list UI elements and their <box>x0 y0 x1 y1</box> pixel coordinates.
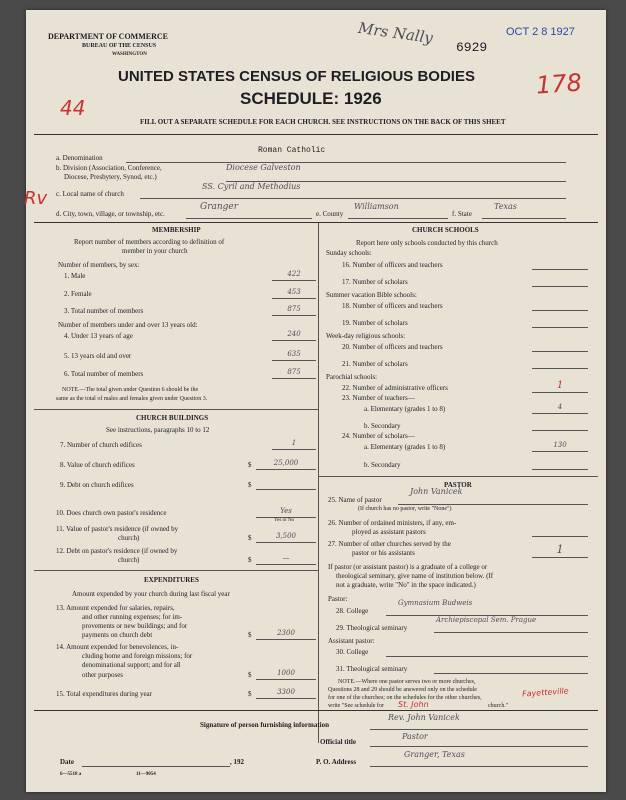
q14-line-1: 14. Amount expended for benevolences, in- <box>56 643 179 651</box>
q17-label: 17. Number of scholars <box>342 278 408 286</box>
q12-dollar: $ <box>248 556 252 564</box>
q3-total-value: 875 <box>287 305 301 313</box>
pastor-title: PASTOR <box>444 481 472 489</box>
q14-line-3: denominational support; and for all <box>82 661 181 669</box>
q12-label-1: 12. Debt on pastor's residence (if owned by <box>56 547 178 555</box>
q7-edifices-label: 7. Number of church edifices <box>60 441 142 449</box>
division-label-1: b. Division (Association, Conference, <box>56 164 162 172</box>
county-value: Williamson <box>354 202 399 211</box>
q18-label: 18. Number of officers and teachers <box>342 302 443 310</box>
sunday-schools-label: Sunday schools: <box>326 249 372 257</box>
pastor-note-3: for one of the churches; on the schedules for the other churches, <box>328 695 482 701</box>
q29-label: 29. Theological seminary <box>336 624 408 632</box>
q27-value: 1 <box>556 543 564 556</box>
q21-label: 21. Number of scholars <box>342 360 408 368</box>
q4-under-13-label: 4. Under 13 years of age <box>64 332 133 340</box>
graduate-note-2: theological seminary, give name of institution below. (If <box>336 572 494 580</box>
q13-amount: 2300 <box>277 629 295 637</box>
signature-label: Signature of person furnishing information <box>200 721 329 729</box>
red-number-left: 44 <box>60 96 86 120</box>
membership-title: MEMBERSHIP <box>152 226 201 234</box>
red-number-right: 178 <box>535 68 583 100</box>
schools-intro: Report here only schools conducted by this church <box>356 239 498 247</box>
q24a-value: 130 <box>553 441 567 449</box>
members-by-sex-label: Number of members, by sex: <box>58 261 140 269</box>
state-label: f. State <box>452 210 472 218</box>
q13-line-3: provements or new buildings; and for <box>82 622 188 630</box>
department-label: DEPARTMENT OF COMMERCE <box>48 32 169 41</box>
q23b-label: b. Secondary <box>364 422 401 430</box>
q11-label-1: 11. Value of pastor's residence (if owned by <box>56 525 179 533</box>
summer-schools-label: Summer vacation Bible schools: <box>326 291 417 299</box>
denomination-value: Roman Catholic <box>258 146 326 155</box>
pastor-note-1: NOTE.—Where one pastor serves two or more churches, <box>338 679 476 685</box>
q29-seminary-value: Archiepiscopal Sem. Prague <box>436 616 537 624</box>
expenditures-subtitle: Amount expended by your church during last fiscal year <box>72 590 230 598</box>
official-title-value: Pastor <box>402 732 428 741</box>
q10-residence-value: Yes <box>280 507 292 515</box>
q8-dollar: $ <box>248 461 252 469</box>
official-title-label: Official title <box>320 738 356 746</box>
yes-no-hint: Yes or No <box>274 518 295 523</box>
city-town-value: Granger <box>200 202 239 212</box>
see-schedule-church-value: St. John <box>398 700 429 709</box>
q3-total-label: 3. Total number of members <box>64 307 144 315</box>
q11-value-amount: 3,500 <box>275 532 297 540</box>
q10-residence-label: 10. Does church own pastor's residence <box>56 509 167 517</box>
q6-total-label: 6. Total number of members <box>64 370 144 378</box>
bureau-label: BUREAU OF THE CENSUS <box>82 43 157 49</box>
date-label: Date <box>60 758 74 766</box>
q13-dollar: $ <box>248 631 252 639</box>
members-by-age-label: Number of members under and over 13 years old: <box>58 321 198 329</box>
q8-value-label: 8. Value of church edifices <box>60 461 135 469</box>
handwritten-initials: Mrs Nally <box>357 18 435 48</box>
q12-debt-amount: — <box>282 554 290 562</box>
city-label: WASHINGTON <box>112 52 147 57</box>
q15-amount: 3300 <box>277 688 295 696</box>
q5-over-13-value: 635 <box>287 350 301 358</box>
q7-edifices-value: 1 <box>291 439 297 447</box>
parochial-schools-label: Parochial schools: <box>326 373 378 381</box>
instructions-line: FILL OUT A SEPARATE SCHEDULE FOR EACH CHURCH. SEE INSTRUCTIONS ON THE BACK OF THIS SHEET <box>140 118 506 126</box>
graduate-note-1: If pastor (or assistant pastor) is a graduate of a college or <box>328 563 488 571</box>
q12-label-2: church) <box>118 556 140 564</box>
q13-line-1: 13. Amount expended for salaries, repairs, <box>56 604 175 612</box>
q14-dollar: $ <box>248 671 252 679</box>
q11-label-2: church) <box>118 534 140 542</box>
q27-label-1: 27. Number of other churches served by the <box>328 540 451 548</box>
q25-pastor-name: John Vanicek <box>410 487 463 496</box>
pastor-note-5: church." <box>488 703 509 709</box>
q16-label: 16. Number of officers and teachers <box>342 261 443 269</box>
q6-total-value: 875 <box>287 368 301 376</box>
q15-total-label: 15. Total expenditures during year <box>56 690 152 698</box>
q13-line-2: and other running expenses; for im- <box>82 613 183 621</box>
q13-line-4: payments on church debt <box>82 631 153 639</box>
q14-line-4: other purposes <box>82 671 124 679</box>
assistant-pastor-label: Assistant pastor: <box>328 637 375 645</box>
q30-label: 30. College <box>336 648 369 656</box>
church-name-label: c. Local name of church <box>56 190 124 198</box>
pastor-note-2: Questions 28 and 29 should be answered only on the schedule <box>328 687 477 693</box>
q26-label-2: ployed as assistant pastors <box>352 528 426 536</box>
state-value: Texas <box>494 202 517 211</box>
q5-over-13-label: 5. 13 years old and over <box>64 352 132 360</box>
membership-intro-2: member in your church <box>122 247 188 255</box>
membership-note-2: same as the total of males and females given under Question 3. <box>56 396 208 402</box>
q19-label: 19. Number of scholars <box>342 319 408 327</box>
q2-female-label: 2. Female <box>64 290 92 298</box>
membership-intro-1: Report number of members according to definition of <box>74 238 225 246</box>
q9-debt-label: 9. Debt on church edifices <box>60 481 134 489</box>
graduate-note-3: not a graduate, write "No" in the space indicated.) <box>336 581 476 589</box>
division-value: Diocese Galveston <box>226 163 301 172</box>
q14-line-2: cluding home and foreign missions; for <box>82 652 193 660</box>
form-title: UNITED STATES CENSUS OF RELIGIOUS BODIES <box>118 68 475 85</box>
q22-value: 1 <box>556 380 564 391</box>
q4-under-13-value: 240 <box>287 330 301 338</box>
q26-label-1: 26. Number of ordained ministers, if any, em- <box>328 519 457 527</box>
q27-label-2: pastor or his assistants <box>352 549 415 557</box>
q11-dollar: $ <box>248 534 252 542</box>
received-date-stamp: OCT 2 8 1927 <box>506 26 575 38</box>
q20-label: 20. Number of officers and teachers <box>342 343 443 351</box>
q8-value-amount: 25,000 <box>273 459 299 467</box>
red-margin-note: Fayetteville <box>521 686 569 699</box>
red-margin-mark: Rv <box>24 188 48 209</box>
q9-dollar: $ <box>248 481 252 489</box>
q22-label: 22. Number of administrative officers <box>342 384 448 392</box>
q15-dollar: $ <box>248 690 252 698</box>
q23a-value: 4 <box>557 403 563 411</box>
membership-note-1: NOTE.—The total given under Question 6 should be the <box>62 387 199 393</box>
year-label: , 192 <box>230 758 244 766</box>
q24a-label: a. Elementary (grades 1 to 8) <box>364 443 446 451</box>
q14-amount: 1000 <box>277 669 295 677</box>
division-label-2: Diocese, Presbytery, Synod, etc.) <box>64 173 157 181</box>
q31-label: 31. Theological seminary <box>336 665 408 673</box>
expenditures-title: EXPENDITURES <box>144 576 199 584</box>
po-address-value: Granger, Texas <box>404 750 465 759</box>
q23-label: 23. Number of teachers— <box>342 394 415 402</box>
q25-label: 25. Name of pastor <box>328 496 382 504</box>
q23a-label: a. Elementary (grades 1 to 8) <box>364 405 446 413</box>
q28-college-value: Gymnasium Budweis <box>398 599 473 607</box>
q28-label: 28. College <box>336 607 369 615</box>
denomination-label: a. Denomination <box>56 154 103 162</box>
po-address-label: P. O. Address <box>316 758 357 766</box>
schedule-number-stamp: 6929 <box>456 40 488 55</box>
buildings-title: CHURCH BUILDINGS <box>136 414 209 422</box>
form-number: 6—5518 a <box>60 772 82 777</box>
pastor-sub-label: Pastor: <box>328 595 348 603</box>
buildings-subtitle: See instructions, paragraphs 10 to 12 <box>106 426 210 434</box>
q1-male-label: 1. Male <box>64 272 86 280</box>
schools-title: CHURCH SCHOOLS <box>412 226 479 234</box>
weekday-schools-label: Week-day religious schools: <box>326 332 406 340</box>
census-schedule-sheet <box>26 10 606 792</box>
signature-value: Rev. John Vanicek <box>388 713 460 722</box>
county-label: e. County <box>316 210 344 218</box>
q2-female-value: 453 <box>287 288 301 296</box>
city-town-label: d. City, town, village, or township, etc. <box>56 210 165 218</box>
q24b-label: b. Secondary <box>364 461 401 469</box>
q1-male-value: 422 <box>287 270 301 278</box>
schedule-title: SCHEDULE: 1926 <box>240 89 382 108</box>
print-number: 11—9054 <box>136 772 156 777</box>
q24-label: 24. Number of scholars— <box>342 432 415 440</box>
church-name-value: SS. Cyril and Methodius <box>202 182 301 191</box>
pastor-note-4: write "See schedule for <box>328 703 384 709</box>
q25-hint: (If church has no pastor, write "None") <box>358 506 452 512</box>
